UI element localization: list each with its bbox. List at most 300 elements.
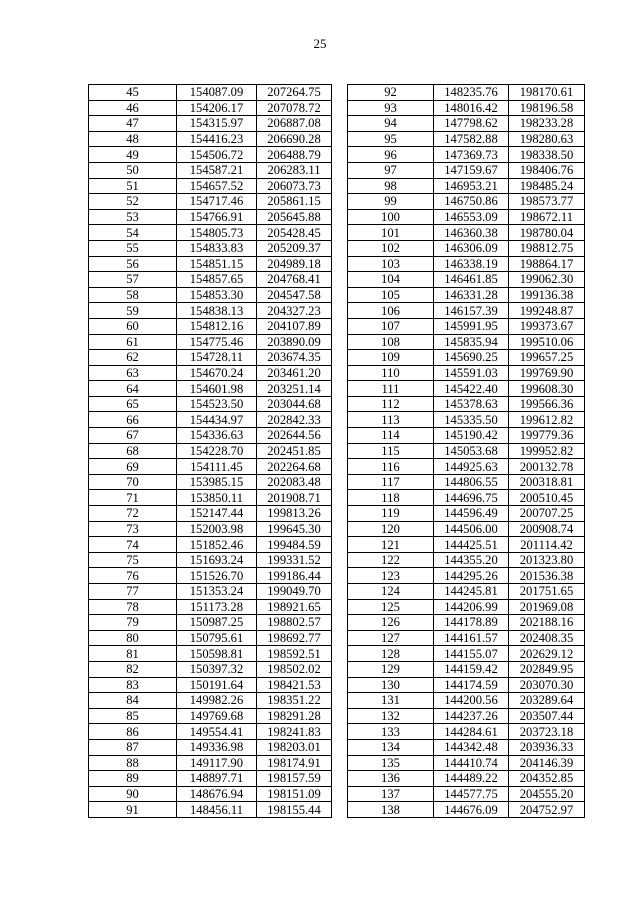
x-coordinate-cell: 147582.88	[434, 131, 509, 147]
table-row	[348, 116, 585, 132]
point-number-cell: 50	[89, 162, 177, 178]
point-number-cell: 116	[348, 459, 434, 475]
table-row	[89, 318, 332, 334]
y-coordinate-cell: 198485.24	[509, 178, 585, 194]
table-row	[348, 131, 585, 147]
point-number-cell: 108	[348, 334, 434, 350]
point-number-cell: 136	[348, 771, 434, 787]
table-row	[348, 428, 585, 444]
y-coordinate-cell: 199566.36	[509, 396, 585, 412]
point-number-cell: 72	[89, 506, 177, 522]
point-number-cell: 109	[348, 350, 434, 366]
y-coordinate-cell: 206488.79	[257, 147, 332, 163]
y-coordinate-cell: 203507.44	[509, 708, 585, 724]
y-coordinate-cell: 203070.30	[509, 677, 585, 693]
table-row	[89, 584, 332, 600]
x-coordinate-cell: 154506.72	[177, 147, 257, 163]
table-row	[89, 225, 332, 241]
y-coordinate-cell: 202842.33	[257, 412, 332, 428]
x-coordinate-cell: 146338.19	[434, 256, 509, 272]
table-row	[348, 396, 585, 412]
point-number-cell: 57	[89, 272, 177, 288]
table-row	[89, 162, 332, 178]
table-row	[348, 334, 585, 350]
x-coordinate-cell: 153985.15	[177, 474, 257, 490]
y-coordinate-cell: 198502.02	[257, 661, 332, 677]
coordinates-table-left-body	[89, 85, 332, 818]
y-coordinate-cell: 202188.16	[509, 615, 585, 631]
y-coordinate-cell: 206283.11	[257, 162, 332, 178]
x-coordinate-cell: 144596.49	[434, 506, 509, 522]
table-row	[348, 272, 585, 288]
x-coordinate-cell: 146953.21	[434, 178, 509, 194]
point-number-cell: 138	[348, 802, 434, 818]
point-number-cell: 96	[348, 147, 434, 163]
y-coordinate-cell: 204547.58	[257, 287, 332, 303]
x-coordinate-cell: 151353.24	[177, 584, 257, 600]
point-number-cell: 61	[89, 334, 177, 350]
x-coordinate-cell: 154228.70	[177, 443, 257, 459]
y-coordinate-cell: 199136.38	[509, 287, 585, 303]
table-row	[348, 739, 585, 755]
y-coordinate-cell: 198280.63	[509, 131, 585, 147]
x-coordinate-cell: 149117.90	[177, 755, 257, 771]
table-row	[348, 147, 585, 163]
x-coordinate-cell: 146750.86	[434, 194, 509, 210]
point-number-cell: 102	[348, 240, 434, 256]
x-coordinate-cell: 149336.98	[177, 739, 257, 755]
x-coordinate-cell: 151173.28	[177, 599, 257, 615]
y-coordinate-cell: 204768.41	[257, 272, 332, 288]
x-coordinate-cell: 144676.09	[434, 802, 509, 818]
x-coordinate-cell: 144295.26	[434, 568, 509, 584]
table-row	[89, 240, 332, 256]
point-number-cell: 92	[348, 85, 434, 101]
point-number-cell: 75	[89, 552, 177, 568]
y-coordinate-cell: 198780.04	[509, 225, 585, 241]
point-number-cell: 78	[89, 599, 177, 615]
y-coordinate-cell: 205645.88	[257, 209, 332, 225]
x-coordinate-cell: 154416.23	[177, 131, 257, 147]
coordinates-table-left	[88, 84, 332, 818]
table-row	[348, 240, 585, 256]
y-coordinate-cell: 204555.20	[509, 786, 585, 802]
y-coordinate-cell: 201536.38	[509, 568, 585, 584]
table-row	[348, 646, 585, 662]
coordinates-table-right-body	[348, 85, 585, 818]
table-row	[348, 724, 585, 740]
table-row	[89, 755, 332, 771]
table-row	[348, 459, 585, 475]
y-coordinate-cell: 198196.58	[509, 100, 585, 116]
point-number-cell: 47	[89, 116, 177, 132]
x-coordinate-cell: 154812.16	[177, 318, 257, 334]
point-number-cell: 121	[348, 537, 434, 553]
x-coordinate-cell: 147159.67	[434, 162, 509, 178]
x-coordinate-cell: 147369.73	[434, 147, 509, 163]
y-coordinate-cell: 203289.64	[509, 693, 585, 709]
point-number-cell: 67	[89, 428, 177, 444]
point-number-cell: 79	[89, 615, 177, 631]
table-row	[89, 412, 332, 428]
point-number-cell: 104	[348, 272, 434, 288]
point-number-cell: 65	[89, 396, 177, 412]
coordinates-table-right	[347, 84, 585, 818]
x-coordinate-cell: 146553.09	[434, 209, 509, 225]
x-coordinate-cell: 152147.44	[177, 506, 257, 522]
y-coordinate-cell: 204989.18	[257, 256, 332, 272]
x-coordinate-cell: 144410.74	[434, 755, 509, 771]
point-number-cell: 69	[89, 459, 177, 475]
point-number-cell: 124	[348, 584, 434, 600]
point-number-cell: 73	[89, 521, 177, 537]
x-coordinate-cell: 144355.20	[434, 552, 509, 568]
table-row	[89, 272, 332, 288]
table-row	[348, 100, 585, 116]
y-coordinate-cell: 198338.50	[509, 147, 585, 163]
table-row	[89, 85, 332, 101]
point-number-cell: 132	[348, 708, 434, 724]
y-coordinate-cell: 201114.42	[509, 537, 585, 553]
table-row	[348, 677, 585, 693]
x-coordinate-cell: 154336.63	[177, 428, 257, 444]
point-number-cell: 86	[89, 724, 177, 740]
table-row	[348, 630, 585, 646]
point-number-cell: 89	[89, 771, 177, 787]
table-row	[89, 209, 332, 225]
table-row	[89, 147, 332, 163]
table-row	[89, 599, 332, 615]
x-coordinate-cell: 151852.46	[177, 537, 257, 553]
y-coordinate-cell: 199612.82	[509, 412, 585, 428]
x-coordinate-cell: 154838.13	[177, 303, 257, 319]
table-row	[89, 350, 332, 366]
table-row	[89, 568, 332, 584]
x-coordinate-cell: 144806.55	[434, 474, 509, 490]
y-coordinate-cell: 202644.56	[257, 428, 332, 444]
x-coordinate-cell: 149769.68	[177, 708, 257, 724]
y-coordinate-cell: 202264.68	[257, 459, 332, 475]
point-number-cell: 66	[89, 412, 177, 428]
table-row	[348, 521, 585, 537]
point-number-cell: 119	[348, 506, 434, 522]
y-coordinate-cell: 198170.61	[509, 85, 585, 101]
point-number-cell: 95	[348, 131, 434, 147]
x-coordinate-cell: 153850.11	[177, 490, 257, 506]
table-row	[348, 615, 585, 631]
point-number-cell: 115	[348, 443, 434, 459]
y-coordinate-cell: 198233.28	[509, 116, 585, 132]
x-coordinate-cell: 144577.75	[434, 786, 509, 802]
table-row	[89, 739, 332, 755]
x-coordinate-cell: 146331.28	[434, 287, 509, 303]
point-number-cell: 76	[89, 568, 177, 584]
y-coordinate-cell: 207264.75	[257, 85, 332, 101]
y-coordinate-cell: 200707.25	[509, 506, 585, 522]
table-row	[348, 474, 585, 490]
x-coordinate-cell: 154833.83	[177, 240, 257, 256]
table-row	[348, 443, 585, 459]
point-number-cell: 77	[89, 584, 177, 600]
table-row	[348, 225, 585, 241]
x-coordinate-cell: 154717.46	[177, 194, 257, 210]
y-coordinate-cell: 203461.20	[257, 365, 332, 381]
point-number-cell: 88	[89, 755, 177, 771]
x-coordinate-cell: 144342.48	[434, 739, 509, 755]
table-row	[89, 552, 332, 568]
y-coordinate-cell: 199657.25	[509, 350, 585, 366]
point-number-cell: 101	[348, 225, 434, 241]
x-coordinate-cell: 150191.64	[177, 677, 257, 693]
point-number-cell: 117	[348, 474, 434, 490]
y-coordinate-cell: 199813.26	[257, 506, 332, 522]
y-coordinate-cell: 204327.23	[257, 303, 332, 319]
table-row	[348, 303, 585, 319]
x-coordinate-cell: 154728.11	[177, 350, 257, 366]
table-row	[89, 537, 332, 553]
point-number-cell: 60	[89, 318, 177, 334]
table-row	[89, 474, 332, 490]
y-coordinate-cell: 201969.08	[509, 599, 585, 615]
y-coordinate-cell: 198692.77	[257, 630, 332, 646]
x-coordinate-cell: 144425.51	[434, 537, 509, 553]
y-coordinate-cell: 198406.76	[509, 162, 585, 178]
y-coordinate-cell: 201908.71	[257, 490, 332, 506]
point-number-cell: 91	[89, 802, 177, 818]
y-coordinate-cell: 202629.12	[509, 646, 585, 662]
x-coordinate-cell: 145378.63	[434, 396, 509, 412]
x-coordinate-cell: 154206.17	[177, 100, 257, 116]
table-row	[89, 287, 332, 303]
y-coordinate-cell: 199373.67	[509, 318, 585, 334]
y-coordinate-cell: 203723.18	[509, 724, 585, 740]
point-number-cell: 51	[89, 178, 177, 194]
point-number-cell: 68	[89, 443, 177, 459]
y-coordinate-cell: 198157.59	[257, 771, 332, 787]
point-number-cell: 105	[348, 287, 434, 303]
table-row	[89, 615, 332, 631]
x-coordinate-cell: 144696.75	[434, 490, 509, 506]
point-number-cell: 53	[89, 209, 177, 225]
x-coordinate-cell: 146157.39	[434, 303, 509, 319]
point-number-cell: 45	[89, 85, 177, 101]
y-coordinate-cell: 198421.53	[257, 677, 332, 693]
table-row	[348, 256, 585, 272]
table-row	[89, 630, 332, 646]
y-coordinate-cell: 199331.52	[257, 552, 332, 568]
y-coordinate-cell: 200132.78	[509, 459, 585, 475]
table-row	[89, 506, 332, 522]
point-number-cell: 93	[348, 100, 434, 116]
y-coordinate-cell: 199952.82	[509, 443, 585, 459]
table-row	[348, 85, 585, 101]
point-number-cell: 90	[89, 786, 177, 802]
x-coordinate-cell: 144174.59	[434, 677, 509, 693]
point-number-cell: 122	[348, 552, 434, 568]
x-coordinate-cell: 154851.15	[177, 256, 257, 272]
x-coordinate-cell: 144161.57	[434, 630, 509, 646]
x-coordinate-cell: 145591.03	[434, 365, 509, 381]
point-number-cell: 133	[348, 724, 434, 740]
y-coordinate-cell: 198155.44	[257, 802, 332, 818]
x-coordinate-cell: 149554.41	[177, 724, 257, 740]
x-coordinate-cell: 154805.73	[177, 225, 257, 241]
y-coordinate-cell: 199645.30	[257, 521, 332, 537]
x-coordinate-cell: 150795.61	[177, 630, 257, 646]
x-coordinate-cell: 147798.62	[434, 116, 509, 132]
point-number-cell: 107	[348, 318, 434, 334]
table-row	[89, 786, 332, 802]
x-coordinate-cell: 144489.22	[434, 771, 509, 787]
table-row	[89, 490, 332, 506]
table-row	[348, 693, 585, 709]
y-coordinate-cell: 198151.09	[257, 786, 332, 802]
x-coordinate-cell: 145835.94	[434, 334, 509, 350]
y-coordinate-cell: 204107.89	[257, 318, 332, 334]
point-number-cell: 100	[348, 209, 434, 225]
y-coordinate-cell: 198672.11	[509, 209, 585, 225]
table-row	[89, 771, 332, 787]
table-row	[348, 552, 585, 568]
point-number-cell: 110	[348, 365, 434, 381]
table-row	[89, 100, 332, 116]
y-coordinate-cell: 202849.95	[509, 661, 585, 677]
x-coordinate-cell: 154670.24	[177, 365, 257, 381]
x-coordinate-cell: 154523.50	[177, 396, 257, 412]
point-number-cell: 64	[89, 381, 177, 397]
x-coordinate-cell: 144159.42	[434, 661, 509, 677]
point-number-cell: 97	[348, 162, 434, 178]
y-coordinate-cell: 198864.17	[509, 256, 585, 272]
table-row	[89, 724, 332, 740]
y-coordinate-cell: 200908.74	[509, 521, 585, 537]
point-number-cell: 63	[89, 365, 177, 381]
point-number-cell: 48	[89, 131, 177, 147]
x-coordinate-cell: 148676.94	[177, 786, 257, 802]
y-coordinate-cell: 200510.45	[509, 490, 585, 506]
table-row	[89, 131, 332, 147]
table-row	[348, 381, 585, 397]
point-number-cell: 83	[89, 677, 177, 693]
point-number-cell: 94	[348, 116, 434, 132]
table-row	[348, 178, 585, 194]
table-row	[89, 693, 332, 709]
y-coordinate-cell: 205209.37	[257, 240, 332, 256]
point-number-cell: 80	[89, 630, 177, 646]
table-row	[89, 303, 332, 319]
x-coordinate-cell: 154111.45	[177, 459, 257, 475]
x-coordinate-cell: 145991.95	[434, 318, 509, 334]
y-coordinate-cell: 199769.90	[509, 365, 585, 381]
table-row	[348, 490, 585, 506]
point-number-cell: 59	[89, 303, 177, 319]
table-row	[348, 786, 585, 802]
y-coordinate-cell: 199186.44	[257, 568, 332, 584]
x-coordinate-cell: 145053.68	[434, 443, 509, 459]
x-coordinate-cell: 144237.26	[434, 708, 509, 724]
point-number-cell: 56	[89, 256, 177, 272]
x-coordinate-cell: 146306.09	[434, 240, 509, 256]
x-coordinate-cell: 144155.07	[434, 646, 509, 662]
y-coordinate-cell: 201751.65	[509, 584, 585, 600]
x-coordinate-cell: 146360.38	[434, 225, 509, 241]
table-row	[89, 802, 332, 818]
table-row	[348, 802, 585, 818]
point-number-cell: 98	[348, 178, 434, 194]
x-coordinate-cell: 145690.25	[434, 350, 509, 366]
point-number-cell: 135	[348, 755, 434, 771]
point-number-cell: 49	[89, 147, 177, 163]
x-coordinate-cell: 144206.99	[434, 599, 509, 615]
y-coordinate-cell: 205861.15	[257, 194, 332, 210]
x-coordinate-cell: 144245.81	[434, 584, 509, 600]
y-coordinate-cell: 198592.51	[257, 646, 332, 662]
x-coordinate-cell: 154434.97	[177, 412, 257, 428]
table-row	[348, 287, 585, 303]
table-row	[89, 178, 332, 194]
table-row	[348, 350, 585, 366]
y-coordinate-cell: 198573.77	[509, 194, 585, 210]
point-number-cell: 134	[348, 739, 434, 755]
x-coordinate-cell: 148235.76	[434, 85, 509, 101]
x-coordinate-cell: 154853.30	[177, 287, 257, 303]
y-coordinate-cell: 204752.97	[509, 802, 585, 818]
x-coordinate-cell: 145335.50	[434, 412, 509, 428]
point-number-cell: 81	[89, 646, 177, 662]
x-coordinate-cell: 151693.24	[177, 552, 257, 568]
point-number-cell: 70	[89, 474, 177, 490]
point-number-cell: 128	[348, 646, 434, 662]
x-coordinate-cell: 154087.09	[177, 85, 257, 101]
table-row	[348, 209, 585, 225]
y-coordinate-cell: 203674.35	[257, 350, 332, 366]
x-coordinate-cell: 154775.46	[177, 334, 257, 350]
point-number-cell: 52	[89, 194, 177, 210]
y-coordinate-cell: 202408.35	[509, 630, 585, 646]
y-coordinate-cell: 198921.65	[257, 599, 332, 615]
point-number-cell: 118	[348, 490, 434, 506]
x-coordinate-cell: 145422.40	[434, 381, 509, 397]
table-row	[89, 443, 332, 459]
table-row	[89, 708, 332, 724]
table-row	[89, 116, 332, 132]
y-coordinate-cell: 206073.73	[257, 178, 332, 194]
y-coordinate-cell: 199484.59	[257, 537, 332, 553]
point-number-cell: 123	[348, 568, 434, 584]
table-row	[89, 677, 332, 693]
y-coordinate-cell: 198812.75	[509, 240, 585, 256]
y-coordinate-cell: 206887.08	[257, 116, 332, 132]
table-row	[348, 365, 585, 381]
point-number-cell: 120	[348, 521, 434, 537]
y-coordinate-cell: 207078.72	[257, 100, 332, 116]
table-row	[89, 396, 332, 412]
y-coordinate-cell: 202451.85	[257, 443, 332, 459]
table-row	[348, 599, 585, 615]
x-coordinate-cell: 144506.00	[434, 521, 509, 537]
x-coordinate-cell: 150598.81	[177, 646, 257, 662]
point-number-cell: 58	[89, 287, 177, 303]
table-row	[348, 537, 585, 553]
x-coordinate-cell: 154766.91	[177, 209, 257, 225]
point-number-cell: 137	[348, 786, 434, 802]
point-number-cell: 106	[348, 303, 434, 319]
x-coordinate-cell: 148897.71	[177, 771, 257, 787]
point-number-cell: 74	[89, 537, 177, 553]
point-number-cell: 131	[348, 693, 434, 709]
point-number-cell: 55	[89, 240, 177, 256]
x-coordinate-cell: 144178.89	[434, 615, 509, 631]
